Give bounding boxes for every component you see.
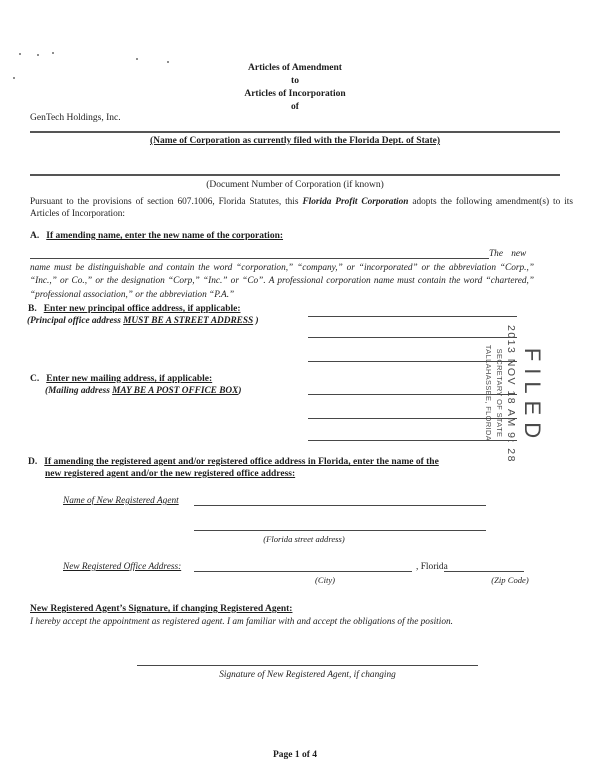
corporation-name-line: [30, 131, 560, 133]
city-caption: (City): [314, 575, 336, 585]
page-number: Page 1 of 4: [272, 750, 318, 760]
scan-speck: [13, 77, 15, 79]
scan-speck: [19, 53, 21, 55]
street-address-blank-line: [194, 530, 486, 531]
name-note-lead-words: The new: [489, 249, 527, 259]
stamp-secretary-text: SECRETARY OF STATE: [495, 348, 504, 438]
principal-office-line-1: [308, 316, 517, 317]
scan-speck: [136, 58, 138, 60]
corporation-name-value: GenTech Holdings, Inc.: [30, 113, 121, 123]
title-line-2: to: [291, 76, 299, 86]
stamp-filed-text: FILED: [520, 347, 545, 446]
scan-speck: [52, 52, 54, 54]
document-number-line: [30, 174, 560, 176]
florida-label: , Florida: [416, 562, 448, 572]
street-address-caption: (Florida street address): [263, 534, 345, 544]
filed-stamp: [452, 325, 544, 461]
section-b-subnote-pre: (Principal office address: [27, 316, 124, 326]
agent-name-label: Name of New Registered Agent: [63, 496, 179, 506]
section-d-heading-line2: new registered agent and/or the new registered office address:: [45, 469, 296, 479]
intro-text-post: adopts the following amendment(s) to its Articles of Incorporation:: [30, 197, 573, 220]
intro-entity-type: Florida Profit Corporation: [302, 197, 409, 207]
agent-signature-caption: Signature of New Registered Agent, if changing: [219, 670, 396, 680]
section-c-subnote-emph: MAY BE A POST OFFICE BOX: [112, 386, 239, 396]
section-d-heading-text1: If amending the registered agent and/or registered office address in Florida, enter the name of the: [44, 457, 439, 467]
city-blank-line: [194, 571, 412, 572]
intro-paragraph: [30, 196, 573, 221]
stamp-date-text: 2013 NOV 18 AM 9: 28: [505, 325, 517, 463]
zip-blank-line: [444, 571, 524, 572]
stamp-location-text: TALLAHASSEE, FLORIDA: [484, 344, 494, 442]
section-b-heading: [28, 304, 241, 314]
scan-speck: [37, 54, 39, 56]
agent-signature-heading: New Registered Agent’s Signature, if changing Registered Agent:: [30, 604, 293, 614]
name-requirements-note: name must be distinguishable and contain the word “corporation,” “company,” or “incorporated” or the abbreviation “Corp.,” “Inc.,” or Co.,” or the designation “Corp,” “Inc.” or “Co”. A professional corporation name must contain the word “chartered,” “professional association,” or the abbreviation “P.A.”: [30, 263, 534, 300]
section-b-prefix: B.: [28, 304, 37, 314]
section-a-heading-text: If amending name, enter the new name of the corporation:: [46, 231, 284, 241]
agent-signature-line: [137, 665, 478, 666]
section-c-subnote-post: ): [238, 386, 242, 396]
zip-caption: (Zip Code): [491, 575, 529, 585]
section-b-subnote-post: ): [253, 316, 259, 326]
section-c-prefix: C.: [30, 374, 40, 384]
title-line-3: Articles of Incorporation: [244, 89, 346, 99]
section-c-heading: [30, 374, 212, 384]
section-a-heading: [30, 231, 283, 241]
corporation-name-caption-text: (Name of Corporation as currently filed with the Florida Dept. of State): [149, 136, 441, 146]
section-c-subnote: [45, 386, 241, 396]
section-c-heading-text: Enter new mailing address, if applicable:: [46, 374, 213, 384]
corporation-name-caption: [30, 136, 560, 146]
agent-name-blank-line: [194, 505, 486, 506]
office-address-label: New Registered Office Address:: [63, 562, 182, 572]
section-a-prefix: A.: [30, 231, 40, 241]
title-line-4: of: [291, 102, 299, 112]
agent-acceptance-statement: I hereby accept the appointment as registered agent. I am familiar with and accept the obligations of the position.: [30, 617, 453, 627]
section-b-heading-text: Enter new principal office address, if applicable:: [43, 304, 241, 314]
document-title: [30, 62, 560, 114]
new-name-blank-line: [30, 258, 489, 259]
title-line-1: Articles of Amendment: [248, 63, 342, 73]
section-c-subnote-pre: (Mailing address: [45, 386, 113, 396]
section-b-subnote-emph: MUST BE A STREET ADDRESS: [123, 316, 254, 326]
section-d-prefix: D.: [28, 457, 38, 467]
section-d-heading-line1: [28, 457, 439, 467]
section-b-subnote: [27, 316, 259, 326]
document-number-caption: (Document Number of Corporation (if known): [206, 180, 384, 190]
intro-text-pre: Pursuant to the provisions of section 607.1006, Florida Statutes, this: [30, 197, 303, 207]
